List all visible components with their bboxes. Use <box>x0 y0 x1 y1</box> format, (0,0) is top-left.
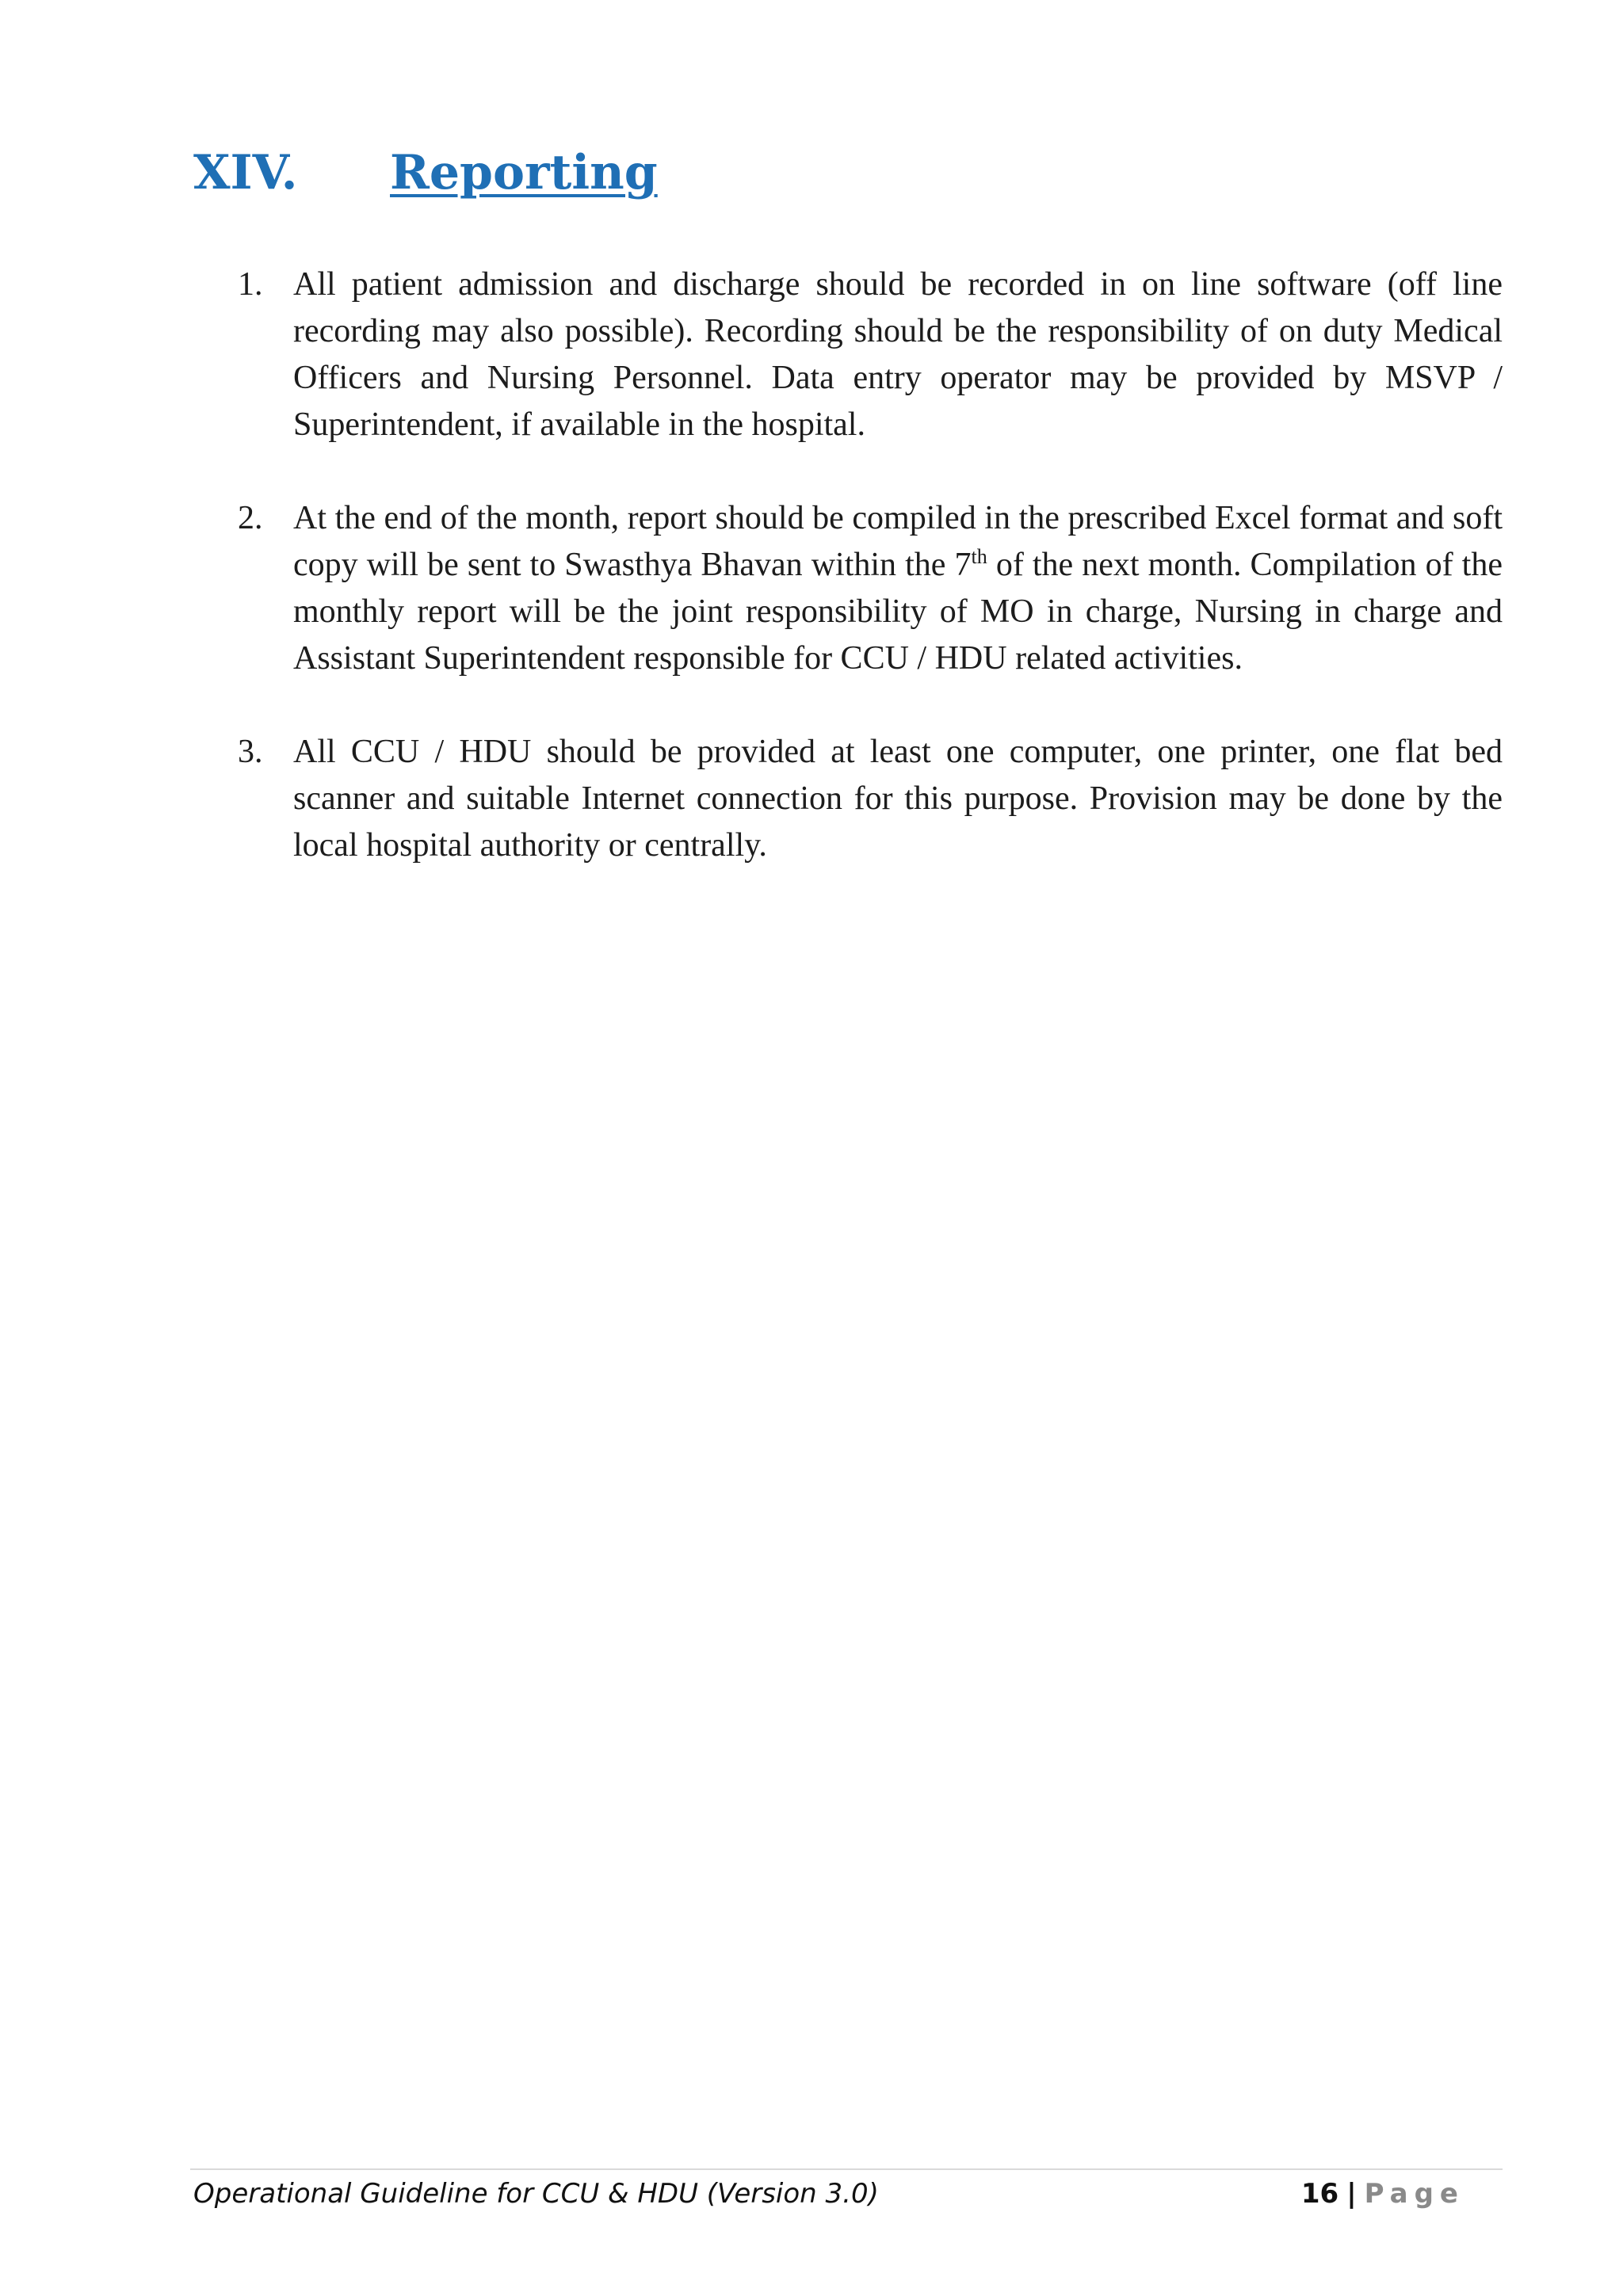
ordinal-superscript: th <box>971 545 987 568</box>
list-item <box>238 261 1503 448</box>
footer-document-title: Operational Guideline for CCU & HDU (Version 3.0) <box>193 2178 879 2210</box>
footer-divider <box>190 2168 1503 2170</box>
section-title: Reporting <box>390 145 658 200</box>
page-label: Page <box>1364 2178 1465 2210</box>
list-item-number: 1. <box>238 266 263 303</box>
footer-page-indicator <box>1301 2175 1465 2213</box>
list-item <box>238 495 1503 682</box>
list-item-number: 2. <box>238 500 263 536</box>
page-number: 16 <box>1300 2178 1339 2210</box>
numbered-list <box>238 261 1503 916</box>
list-item-number: 3. <box>238 734 263 770</box>
section-number: XIV. <box>193 145 298 200</box>
list-item-text-start: At the end of the month, report should be compiled in the prescribed Excel format and soft copy will be sent to Swasthya Bhavan within the 7 <box>293 500 1503 583</box>
footer-separator: | <box>1346 2178 1357 2210</box>
list-item-text-end: of the next month. Compilation of the monthly report will be the joint responsibility of MO in charge, Nursing in charge and Assistant Superintendent responsible for CCU / HDU related activities. <box>293 547 1503 677</box>
list-item <box>238 729 1503 869</box>
list-item-text: All CCU / HDU should be provided at least one computer, one printer, one flat bed scanner and suitable Internet connection for this purpose. Provision may be done by the local hospital authority or centrally. <box>293 734 1503 864</box>
list-item-text: All patient admission and discharge should be recorded in on line software (off line recording may also possible). Recording should be the responsibility of on duty Medical Officers and Nursing Personnel. Data entry operator may be provided by MSVP / Superintendent, if available in the hospital. <box>293 266 1503 443</box>
section-heading <box>193 141 658 204</box>
